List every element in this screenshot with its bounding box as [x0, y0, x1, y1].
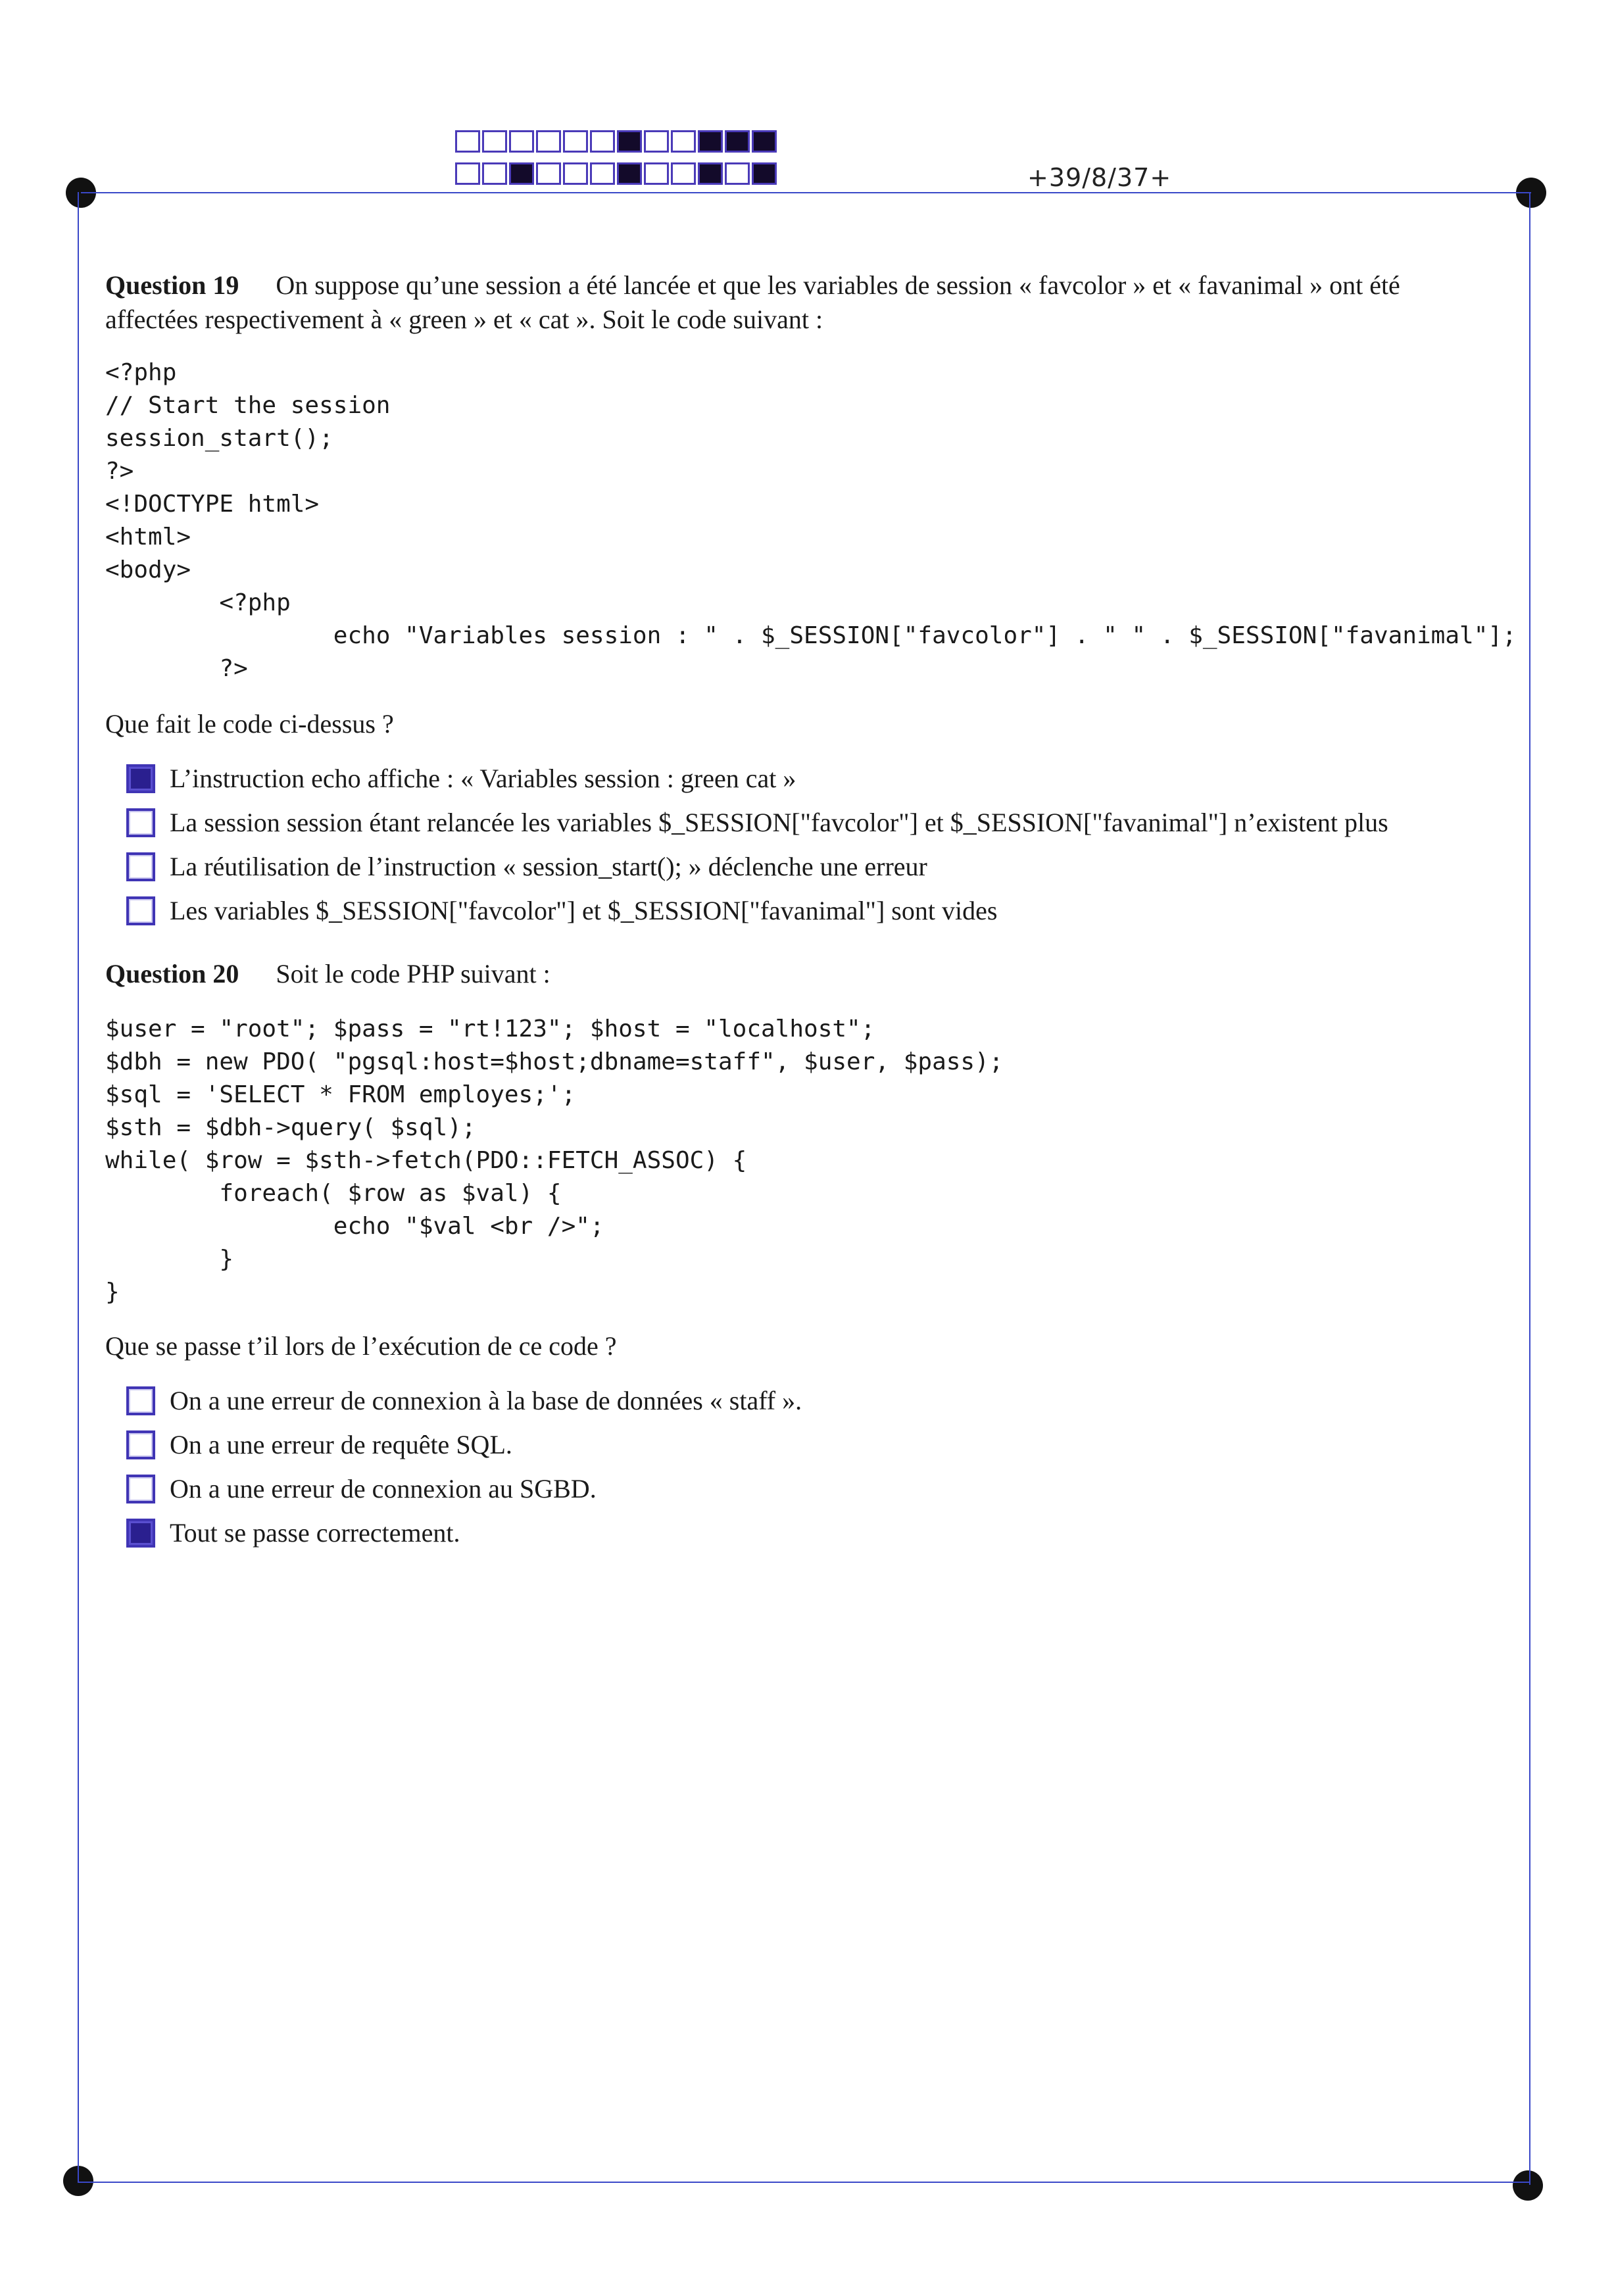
- barcode-row-2: [455, 162, 779, 185]
- page-identifier: +39/8/37+: [1027, 163, 1172, 192]
- question-19-text-line1: On suppose qu’une session a été lancée et que les variables de session « favcolor » et « favanimal » ont été: [276, 270, 1400, 300]
- barcode-cell: [752, 162, 777, 185]
- q19-answer-3[interactable]: [126, 851, 927, 882]
- q19-answer-2[interactable]: [126, 807, 1388, 838]
- answer-label: Les variables $_SESSION["favcolor"] et $_SESSION["favanimal"] sont vides: [170, 896, 998, 925]
- checkbox[interactable]: [126, 852, 155, 881]
- question-20-code: $user = "root"; $pass = "rt!123"; $host = "localhost"; $dbh = new PDO( "pgsql:host=$host;dbname=staff", $user, $pass); $sql = 'SELECT * FROM employes;'; $sth = $dbh->query( $sql); while( $row = $sth->fetch(PDO::FETCH_ASSOC) { foreach( $row as $val) { echo "$val <br />"; } }: [105, 1015, 1004, 1306]
- barcode-cell: [644, 130, 669, 153]
- checkbox[interactable]: [126, 896, 155, 925]
- answer-label: On a une erreur de connexion au SGBD.: [170, 1474, 597, 1503]
- answer-label: On a une erreur de requête SQL.: [170, 1430, 512, 1459]
- barcode-cell: [536, 162, 561, 185]
- question-20-prompt: Que se passe t’il lors de l’exécution de ce code ?: [105, 1331, 617, 1361]
- answer-label: On a une erreur de connexion à la base de données « staff ».: [170, 1386, 802, 1415]
- barcode-cell: [455, 130, 480, 153]
- barcode-row-1: [455, 130, 779, 153]
- question-19-code: <?php // Start the session session_start(); ?> <!DOCTYPE html> <html> <body> <?php echo "Variables session : " . $_SESSION["favcolor"] . " " . $_SESSION["favanimal"]; ?>: [105, 359, 1517, 682]
- frame-top-line: [81, 192, 1531, 193]
- question-20-text: Soit le code PHP suivant :: [276, 959, 550, 989]
- barcode-cell: [563, 162, 588, 185]
- question-19-text-line2: affectées respectivement à « green » et « cat ». Soit le code suivant :: [105, 305, 823, 334]
- barcode-cell: [482, 130, 507, 153]
- barcode-cell: [617, 162, 642, 185]
- question-19-prompt: Que fait le code ci-dessus ?: [105, 709, 394, 739]
- answer-label: L’instruction echo affiche : « Variables session : green cat »: [170, 764, 796, 793]
- question-19-number: Question 19: [105, 270, 239, 300]
- answer-label: Tout se passe correctement.: [170, 1518, 460, 1548]
- frame-left-line: [78, 192, 79, 2182]
- barcode-cell: [536, 130, 561, 153]
- barcode-cell: [725, 130, 750, 153]
- checkbox[interactable]: [126, 1475, 155, 1503]
- q20-answer-4[interactable]: [126, 1517, 460, 1548]
- barcode-cell: [698, 130, 723, 153]
- barcode-cell: [590, 130, 615, 153]
- barcode-cell: [671, 130, 696, 153]
- barcode-cell: [644, 162, 669, 185]
- barcode-cell: [617, 130, 642, 153]
- barcode-cell: [482, 162, 507, 185]
- question-19-statement: [105, 268, 1513, 337]
- q19-answer-4[interactable]: [126, 895, 997, 926]
- checkbox[interactable]: [126, 764, 155, 793]
- barcode-cell: [698, 162, 723, 185]
- checkbox[interactable]: [126, 1519, 155, 1548]
- barcode-cell: [563, 130, 588, 153]
- barcode-cell: [455, 162, 480, 185]
- answer-label: La réutilisation de l’instruction « session_start(); » déclenche une erreur: [170, 852, 927, 881]
- q20-answer-3[interactable]: [126, 1473, 597, 1504]
- q20-answer-1[interactable]: [126, 1385, 802, 1416]
- barcode-cell: [509, 130, 534, 153]
- barcode-cell: [590, 162, 615, 185]
- frame-right-line: [1529, 192, 1530, 2185]
- barcode-cell: [671, 162, 696, 185]
- q19-answer-1[interactable]: [126, 763, 796, 794]
- checkbox[interactable]: [126, 1386, 155, 1415]
- checkbox[interactable]: [126, 1430, 155, 1459]
- barcode-cell: [509, 162, 534, 185]
- answer-label: La session session étant relancée les variables $_SESSION["favcolor"] et $_SESSION["favanimal"] n’existent plus: [170, 808, 1388, 837]
- q20-answer-2[interactable]: [126, 1429, 512, 1460]
- barcode-cell: [725, 162, 750, 185]
- checkbox[interactable]: [126, 808, 155, 837]
- barcode-cell: [752, 130, 777, 153]
- frame-bottom-line: [78, 2182, 1529, 2183]
- question-20-statement: [105, 957, 550, 991]
- corner-marker-bottom-right: [1513, 2170, 1543, 2201]
- question-20-number: Question 20: [105, 959, 239, 989]
